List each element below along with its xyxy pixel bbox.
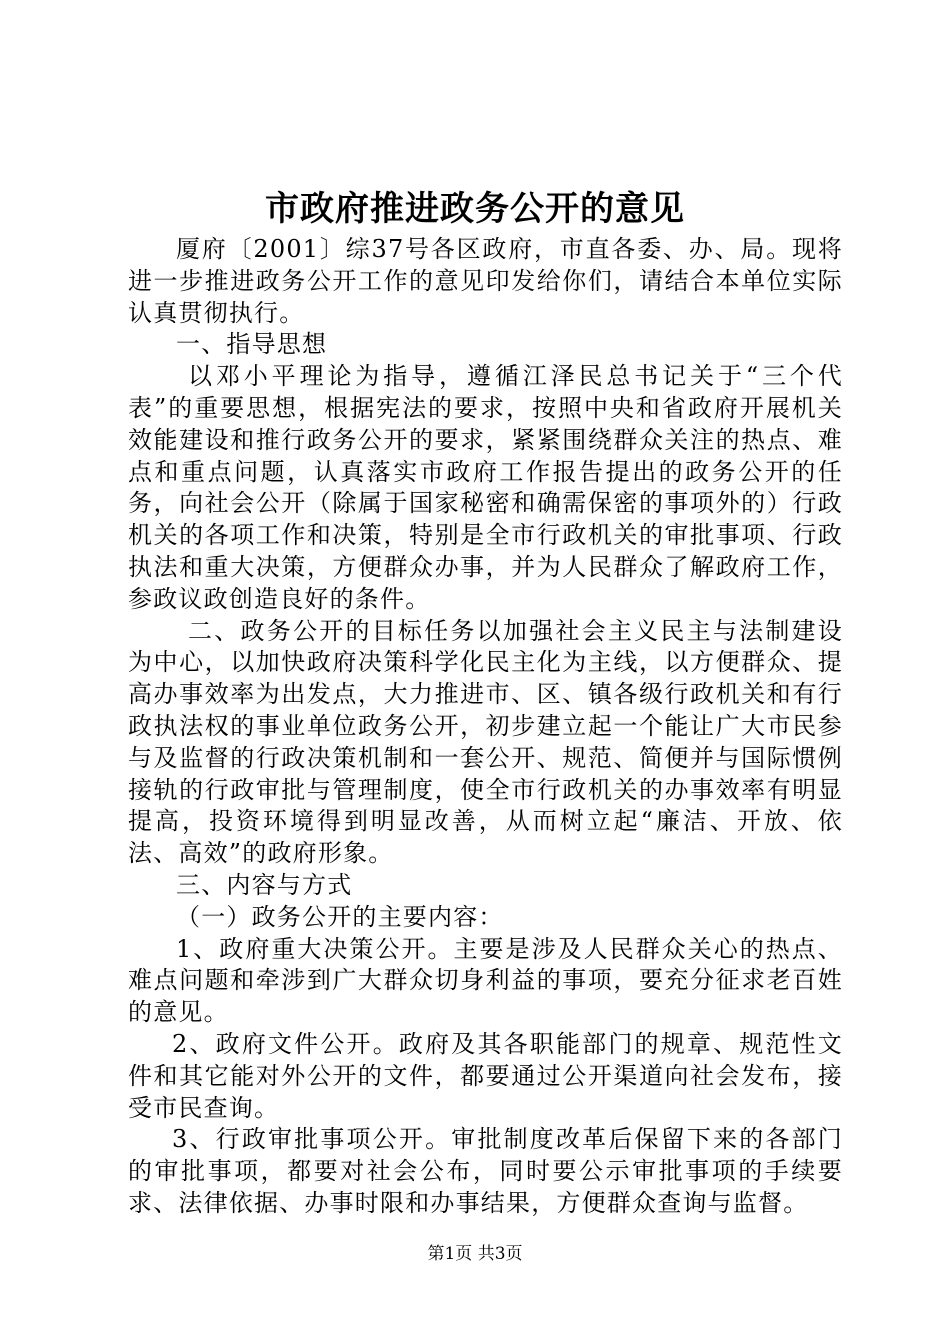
subsection-heading-main-content: （一）政务公开的主要内容： xyxy=(176,902,504,931)
document-body xyxy=(128,234,843,1220)
intro-paragraph: 厦府〔2001〕综37号各区政府，市直各委、办、局。现将进一步推进政务公开工作的意见印发给你们，请结合本单位实际认真贯彻执行。 xyxy=(128,235,843,327)
page-footer: 第1页 共3页 xyxy=(427,1244,523,1264)
item-1-paragraph: 1、政府重大决策公开。主要是涉及人民群众关心的热点、难点问题和牵涉到广大群众切身利益的事项，要充分征求老百姓的意见。 xyxy=(128,934,843,1027)
item-3-paragraph: 3、行政审批事项公开。审批制度改革后保留下来的各部门的审批事项，都要对社会公布，同时要公示审批事项的手续要求、法律依据、办事时限和办事结果，方便群众查询与监督。 xyxy=(128,1125,843,1217)
item-2-paragraph: 2、政府文件公开。政府及其各职能部门的规章、规范性文件和其它能对外公开的文件，都要通过公开渠道向社会发布，接受市民查询。 xyxy=(128,1029,843,1122)
section-heading-guiding-thought: 一、指导思想 xyxy=(176,330,328,359)
document-title: 市政府推进政务公开的意见 xyxy=(265,189,685,229)
section-heading-content-methods: 三、内容与方式 xyxy=(176,870,353,899)
guiding-thought-paragraph: 以邓小平理论为指导，遵循江泽民总书记关于“三个代表”的重要思想，根据宪法的要求，按照中央和省政府开展机关效能建设和推行政务公开的要求，紧紧围绕群众关注的热点、难点和重点问题，认真落实市政府工作报告提出的政务公开的任务，向社会公开（除属于国家秘密和确需保密的事项外的）行政机关的各项工作和决策，特别是全市行政机关的审批事项、行政执法和重大决策，方便群众办事，并为人民群众了解政府工作，参政议政创造良好的条件。 xyxy=(128,362,843,613)
goals-paragraph: 二、政务公开的目标任务以加强社会主义民主与法制建设为中心，以加快政府决策科学化民主化为主线，以方便群众、提高办事效率为出发点，大力推进市、区、镇各级行政机关和有行政执法权的事业单位政务公开，初步建立起一个能让广大市民参与及监督的行政决策机制和一套公开、规范、简便并与国际惯例接轨的行政审批与管理制度，使全市行政机关的办事效率有明显提高，投资环境得到明显改善，从而树立起“廉洁、开放、依法、高效”的政府形象。 xyxy=(128,616,843,868)
